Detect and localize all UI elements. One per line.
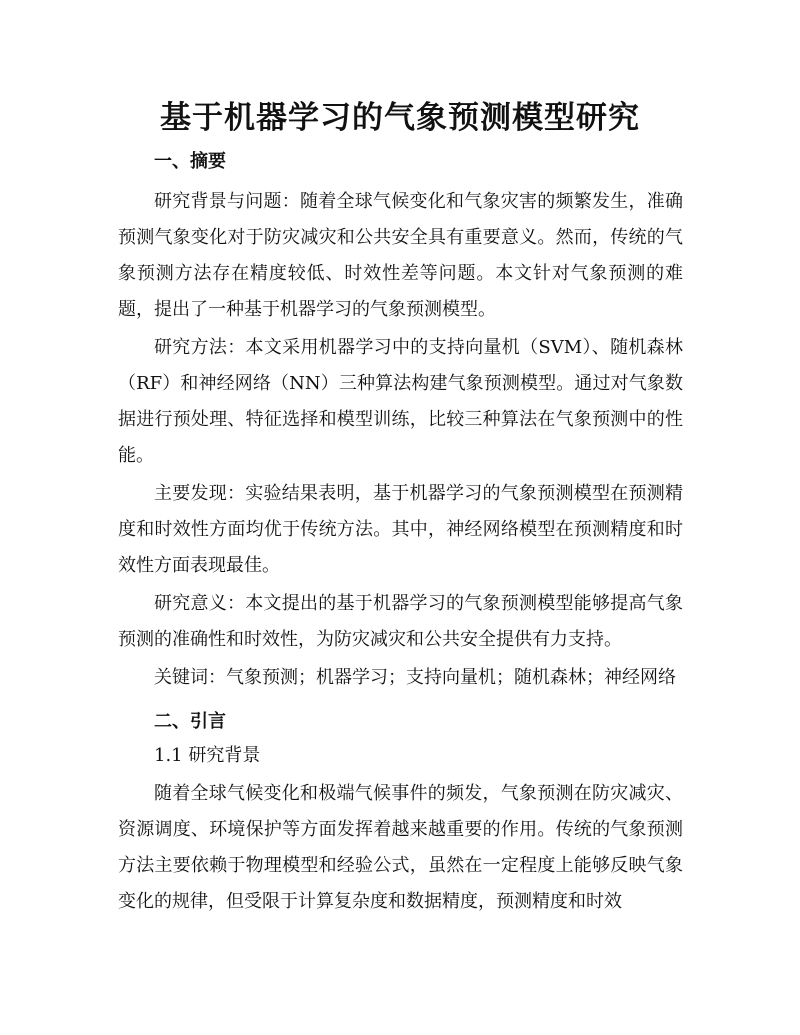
introduction-background-paragraph: 随着全球气候变化和极端气候事件的频发，气象预测在防灾减灾、资源调度、环境保护等方面发挥着越来越重要的作用。传统的气象预测方法主要依赖于物理模型和经验公式，虽然在一定程度上能够反映气象变化的规律，但受限于计算复杂度和数据精度，预测精度和时效	[118, 783, 683, 912]
section-heading-abstract: 一、摘要	[154, 151, 226, 172]
abstract-keywords: 关键词：气象预测；机器学习；支持向量机；随机森林；神经网络	[154, 667, 676, 688]
subsection-heading-background: 1.1 研究背景	[154, 745, 261, 766]
document-title: 基于机器学习的气象预测模型研究	[160, 100, 640, 136]
abstract-method-paragraph: 研究方法：本文采用机器学习中的支持向量机（SVM）、随机森林（RF）和神经网络（NN）三种算法构建气象预测模型。通过对气象数据进行预处理、特征选择和模型训练，比较三种算法在气象预测中的性能。	[118, 337, 683, 466]
abstract-background-paragraph: 研究背景与问题：随着全球气候变化和气象灾害的频繁发生，准确预测气象变化对于防灾减灾和公共安全具有重要意义。然而，传统的气象预测方法存在精度较低、时效性差等问题。本文针对气象预测的难题，提出了一种基于机器学习的气象预测模型。	[118, 191, 683, 320]
section-heading-introduction: 二、引言	[154, 711, 226, 732]
abstract-significance-paragraph: 研究意义：本文提出的基于机器学习的气象预测模型能够提高气象预测的准确性和时效性，为防灾减灾和公共安全提供有力支持。	[118, 593, 683, 650]
abstract-findings-paragraph: 主要发现：实验结果表明，基于机器学习的气象预测模型在预测精度和时效性方面均优于传统方法。其中，神经网络模型在预测精度和时效性方面表现最佳。	[118, 483, 683, 576]
document-body	[118, 146, 683, 922]
